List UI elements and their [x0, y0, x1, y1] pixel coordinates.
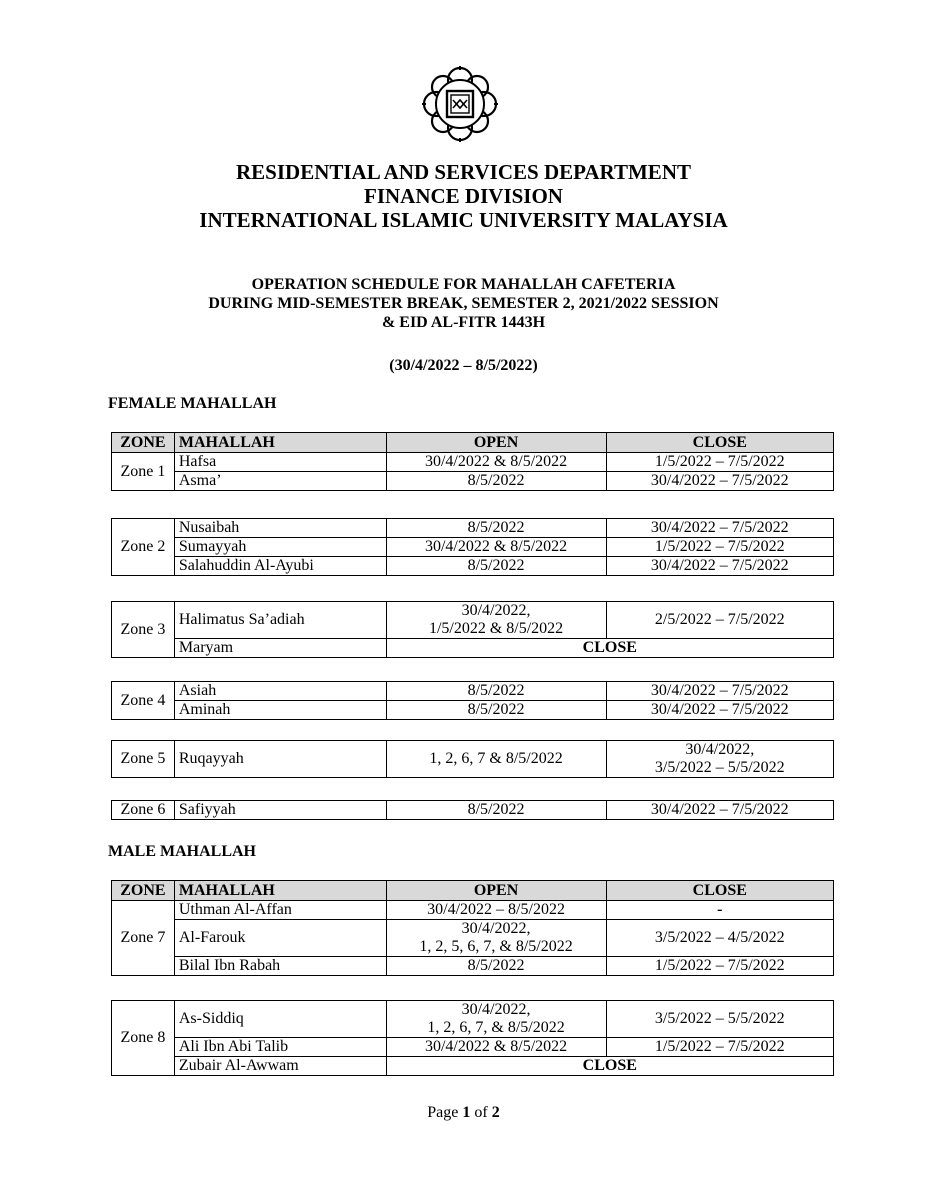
close-dates-line-1: 30/4/2022, [685, 741, 755, 758]
zone-label: Zone 4 [112, 682, 175, 720]
close-dates [606, 741, 833, 778]
close-dates-line-2: 3/5/2022 – 5/5/2022 [654, 759, 785, 776]
table-row [112, 519, 834, 538]
table-row [112, 682, 834, 701]
open-dates-line-1: 30/4/2022, [461, 602, 531, 619]
table-row [112, 701, 834, 720]
close-dates: 1/5/2022 – 7/5/2022 [606, 453, 833, 472]
open-dates: 30/4/2022 & 8/5/2022 [386, 538, 606, 557]
close-dates: 30/4/2022 – 7/5/2022 [606, 701, 833, 720]
table-row [112, 1057, 834, 1076]
zone-label: Zone 7 [112, 901, 175, 976]
mahallah-name: Uthman Al-Affan [174, 901, 386, 920]
table-row [112, 741, 834, 778]
table-row [112, 957, 834, 976]
page-of: of [474, 1104, 488, 1121]
open-dates: 8/5/2022 [386, 472, 606, 491]
close-dates: 1/5/2022 – 7/5/2022 [606, 957, 833, 976]
document-title [0, 275, 927, 332]
female-section-title: FEMALE MAHALLAH [108, 395, 277, 412]
mahallah-name: Ruqayyah [174, 741, 386, 778]
mahallah-name: Al-Farouk [174, 920, 386, 957]
table-row [112, 453, 834, 472]
open-dates: 30/4/2022 – 8/5/2022 [386, 901, 606, 920]
table-header-row [112, 433, 834, 453]
page-prefix: Page [427, 1104, 459, 1121]
mahallah-name: Halimatus Sa’adiah [174, 602, 386, 639]
open-dates [386, 1001, 606, 1038]
header-zone: ZONE [112, 881, 175, 901]
table-row [112, 557, 834, 576]
close-dates: 30/4/2022 – 7/5/2022 [606, 472, 833, 491]
male-zone-8-table [111, 1000, 834, 1076]
table-row [112, 901, 834, 920]
mahallah-name: Asiah [174, 682, 386, 701]
female-zone-4-table [111, 681, 834, 720]
open-dates-line-2: 1, 2, 6, 7, & 8/5/2022 [427, 1019, 565, 1036]
close-dates: 1/5/2022 – 7/5/2022 [606, 538, 833, 557]
header-mahallah: MAHALLAH [174, 433, 386, 453]
close-dates: 30/4/2022 – 7/5/2022 [606, 682, 833, 701]
female-zone-1-table [111, 432, 834, 491]
close-dates: 30/4/2022 – 7/5/2022 [606, 519, 833, 538]
close-dates: 30/4/2022 – 7/5/2022 [606, 801, 833, 820]
table-row [112, 602, 834, 639]
open-dates-line-1: 30/4/2022, [461, 920, 531, 937]
university-name: INTERNATIONAL ISLAMIC UNIVERSITY MALAYSIA [199, 208, 728, 232]
title-line-1: OPERATION SCHEDULE FOR MAHALLAH CAFETERIA [251, 276, 676, 293]
mahallah-name: Hafsa [174, 453, 386, 472]
mahallah-name: Salahuddin Al-Ayubi [174, 557, 386, 576]
university-logo [420, 64, 500, 144]
department-name: RESIDENTIAL AND SERVICES DEPARTMENT [236, 160, 691, 184]
close-dates: 2/5/2022 – 7/5/2022 [606, 602, 833, 639]
open-dates: 8/5/2022 [386, 701, 606, 720]
closed-status: CLOSE [386, 1057, 833, 1076]
title-line-2: DURING MID-SEMESTER BREAK, SEMESTER 2, 2021/2022 SESSION [208, 295, 719, 312]
open-dates-line-1: 30/4/2022, [461, 1001, 531, 1018]
open-dates: 8/5/2022 [386, 957, 606, 976]
mahallah-name: Aminah [174, 701, 386, 720]
open-dates: 8/5/2022 [386, 557, 606, 576]
zone-label: Zone 1 [112, 453, 175, 491]
table-row [112, 1038, 834, 1057]
mahallah-name: Zubair Al-Awwam [174, 1057, 386, 1076]
table-row [112, 472, 834, 491]
close-dates: 3/5/2022 – 4/5/2022 [606, 920, 833, 957]
page-current: 1 [462, 1104, 471, 1121]
female-zone-5-table [111, 740, 834, 778]
open-dates: 8/5/2022 [386, 519, 606, 538]
female-zone-6-table [111, 800, 834, 820]
zone-label: Zone 8 [112, 1001, 175, 1076]
close-dates: 30/4/2022 – 7/5/2022 [606, 557, 833, 576]
document-header [0, 160, 927, 232]
mahallah-name: Sumayyah [174, 538, 386, 557]
page-number [0, 1104, 927, 1122]
open-dates: 1, 2, 6, 7 & 8/5/2022 [386, 741, 606, 778]
open-dates: 30/4/2022 & 8/5/2022 [386, 453, 606, 472]
date-range: (30/4/2022 – 8/5/2022) [389, 357, 538, 374]
open-dates-line-2: 1, 2, 5, 6, 7, & 8/5/2022 [419, 938, 573, 955]
table-row [112, 538, 834, 557]
table-row [112, 920, 834, 957]
header-mahallah: MAHALLAH [174, 881, 386, 901]
open-dates [386, 602, 606, 639]
table-row [112, 1001, 834, 1038]
mahallah-name: As-Siddiq [174, 1001, 386, 1038]
male-zone-7-table [111, 880, 834, 976]
table-row [112, 639, 834, 658]
close-dates: - [606, 901, 833, 920]
open-dates [386, 920, 606, 957]
header-zone: ZONE [112, 433, 175, 453]
open-dates: 30/4/2022 & 8/5/2022 [386, 1038, 606, 1057]
open-dates-line-2: 1/5/2022 & 8/5/2022 [428, 620, 564, 637]
close-dates: 3/5/2022 – 5/5/2022 [606, 1001, 833, 1038]
closed-status: CLOSE [386, 639, 833, 658]
header-close: CLOSE [606, 881, 833, 901]
zone-label: Zone 5 [112, 741, 175, 778]
female-zone-2-table [111, 518, 834, 576]
title-line-3: & EID AL-FITR 1443H [381, 314, 546, 331]
open-dates: 8/5/2022 [386, 801, 606, 820]
open-dates: 8/5/2022 [386, 682, 606, 701]
header-close: CLOSE [606, 433, 833, 453]
close-dates: 1/5/2022 – 7/5/2022 [606, 1038, 833, 1057]
male-section-title: MALE MAHALLAH [108, 843, 256, 860]
mahallah-name: Nusaibah [174, 519, 386, 538]
table-header-row [112, 881, 834, 901]
header-open: OPEN [386, 881, 606, 901]
mahallah-name: Bilal Ibn Rabah [174, 957, 386, 976]
zone-label: Zone 6 [112, 801, 175, 820]
zone-label: Zone 3 [112, 602, 175, 658]
mahallah-name: Asma’ [174, 472, 386, 491]
mahallah-name: Safiyyah [174, 801, 386, 820]
header-open: OPEN [386, 433, 606, 453]
mahallah-name: Ali Ibn Abi Talib [174, 1038, 386, 1057]
page-total: 2 [491, 1104, 500, 1121]
table-row [112, 801, 834, 820]
female-zone-3-table [111, 601, 834, 658]
mahallah-name: Maryam [174, 639, 386, 658]
division-name: FINANCE DIVISION [364, 184, 563, 208]
zone-label: Zone 2 [112, 519, 175, 576]
